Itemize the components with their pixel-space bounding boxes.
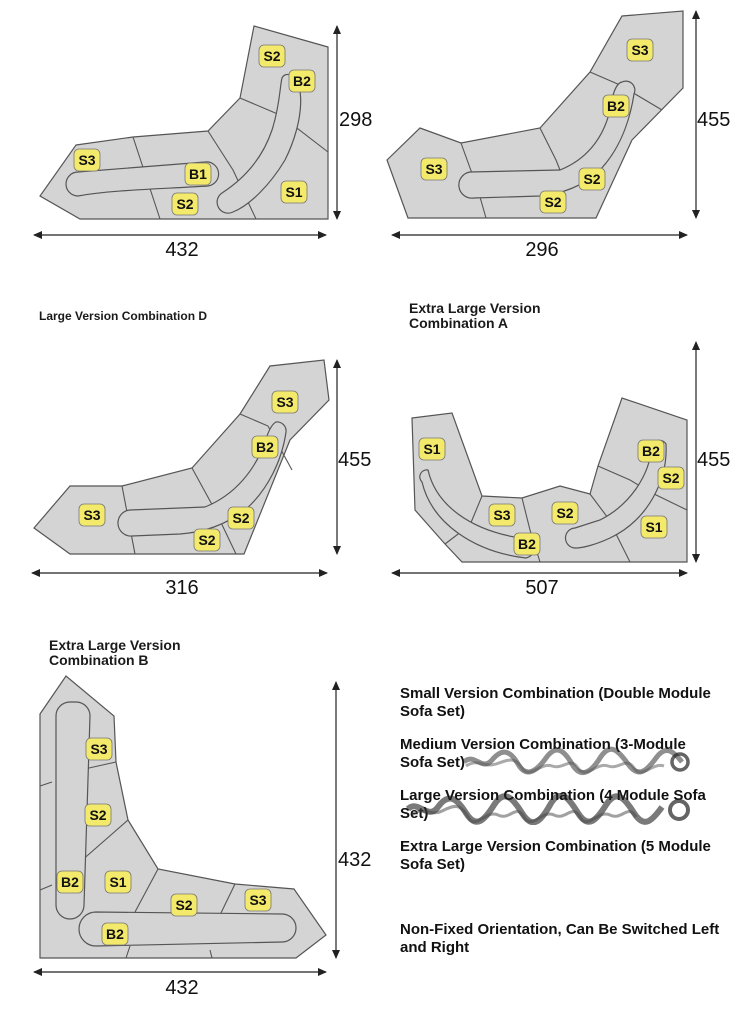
module-label: S2 — [176, 196, 194, 212]
width-label: 296 — [525, 239, 559, 261]
width-label: 507 — [525, 577, 559, 599]
module-label: S3 — [276, 394, 294, 410]
legend-item-orientation: Non-Fixed Orientation, Can Be Switched Left and Right — [400, 921, 720, 956]
height-label: 455 — [697, 449, 731, 471]
module-label: B2 — [642, 443, 660, 459]
module-label: S2 — [198, 532, 216, 548]
height-label: 432 — [338, 849, 372, 871]
height-label: 455 — [697, 109, 731, 131]
legend-item-extra-large: Extra Large Version Combination (5 Module Sofa Set) — [400, 838, 711, 873]
module-label: S3 — [78, 152, 96, 168]
module-label: S1 — [423, 441, 441, 457]
module-label: B2 — [607, 98, 625, 114]
module-label: S2 — [232, 510, 250, 526]
diagram-3 — [32, 360, 371, 599]
module-label: S3 — [83, 507, 101, 523]
module-label: S2 — [556, 505, 574, 521]
module-label: B2 — [61, 874, 79, 890]
module-label: S1 — [109, 874, 127, 890]
module-label: S3 — [631, 42, 649, 58]
legend-item-small: Small Version Combination (Double Module Sofa Set) — [400, 685, 711, 720]
module-label: B2 — [256, 439, 274, 455]
module-label: S3 — [425, 161, 443, 177]
module-label: S3 — [493, 507, 511, 523]
module-label: S3 — [249, 892, 267, 908]
diagram-4 — [392, 342, 730, 599]
diagram-1 — [34, 26, 372, 261]
module-label: B1 — [189, 166, 207, 182]
module-label: S2 — [544, 194, 562, 210]
module-label: S2 — [175, 897, 193, 913]
width-label: 432 — [165, 239, 199, 261]
width-label: 432 — [165, 977, 199, 999]
module-label: B2 — [293, 73, 311, 89]
scribble-overlay — [404, 793, 694, 825]
module-label: S2 — [662, 470, 680, 486]
module-label: B2 — [518, 536, 536, 552]
module-label: B2 — [106, 926, 124, 942]
width-label: 316 — [165, 577, 199, 599]
module-label: S2 — [583, 171, 601, 187]
height-label: 455 — [338, 449, 372, 471]
module-label: S2 — [89, 807, 107, 823]
module-label: S1 — [285, 184, 303, 200]
height-label: 298 — [339, 109, 373, 131]
scribble-overlay — [460, 744, 692, 776]
caption-diagram-3: Large Version Combination D — [39, 309, 208, 323]
module-label: S2 — [263, 48, 281, 64]
legend-item-large: Large Version Combination (4 Module Sofa Set) — [400, 787, 706, 822]
diagram-2 — [387, 11, 730, 261]
legend-item-medium: Medium Version Combination (3-Module Sofa Set) — [400, 736, 686, 771]
caption-diagram-5: Extra Large Version Combination B — [49, 637, 181, 668]
caption-diagram-4: Extra Large Version Combination A — [409, 300, 541, 331]
module-label: S1 — [645, 519, 663, 535]
diagram-5 — [34, 676, 371, 999]
module-label: S3 — [90, 741, 108, 757]
